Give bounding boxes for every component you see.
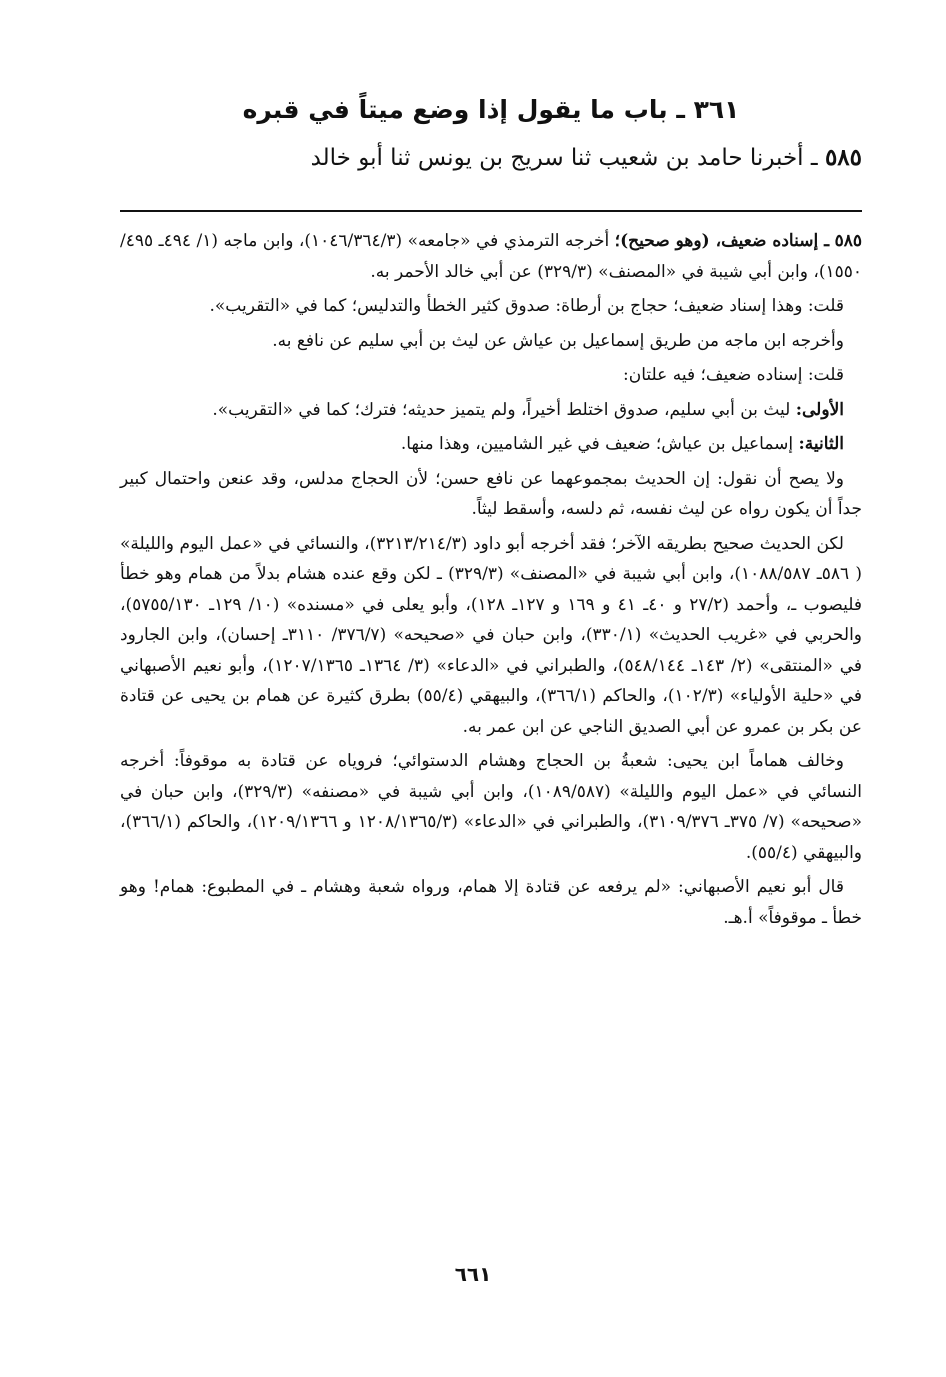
footnotes xyxy=(120,226,862,933)
footnote-paragraph-3: وأخرجه ابن ماجه من طريق إسماعيل بن عياش عن ليث بن أبي سليم عن نافع به. xyxy=(272,330,844,351)
hadith-number: ٥٨٥ xyxy=(824,144,862,171)
second-text: إسماعيل بن عياش؛ ضعيف في غير الشاميين، وهذا منها. xyxy=(400,434,794,454)
footnote-divider xyxy=(120,210,862,212)
footnote-text-1: أخرجه الترمذي في «جامعه» (١٠٤٦/٣٦٤/٣)، وابن ماجه (١/ ٤٩٤ـ ٤٩٥/ ١٥٥٠)، وابن أبي شيبة في «المصنف» (٣٢٩/٣) عن أبي خالد الأحمر به. xyxy=(120,231,862,282)
chapter-title: ٣٦١ ـ باب ما يقول إذا وضع ميتاً في قبره xyxy=(242,95,740,124)
page-number: ٦٦١ xyxy=(454,1262,492,1286)
footnote-paragraph-first xyxy=(120,395,862,426)
hadith-body: ـ أخبرنا حامد بن شعيب ثنا سريج بن يونس ثنا أبو خالد xyxy=(310,145,818,171)
first-label: الأولى: xyxy=(795,399,844,420)
footnote-paragraph-6: لكن الحديث صحيح بطريقه الآخر؛ فقد أخرجه أبو داود (٣٢١٣/٢١٤/٣)، والنسائي في «عمل اليوم والليلة» ( ٥٨٦ـ ١٠٨٨/٥٨٧)، وابن أبي شيبة في «المصنف» (٣٢٩/٣) ـ لكن وقع عنده هشام بدلاً من همام وهو خطأ فليصوب ـ، وأحمد (٢٧/٢ و ٤٠ـ ٤١ و ١٦٩ و ١٢٧ـ ١٢٨)، وأبو يعلى في «مسنده» (١٠/ ١٢٩ـ ٥٧٥٥/١٣٠)، والحربي في «غريب الحديث» (٣٣٠/١)، وابن حبان في «صحيحه» (٣٧٦/٧/ ٣١١٠ـ إحسان)، وابن الجارود في «المنتقى» (٢/ ١٤٣ـ ٥٤٨/١٤٤)، والطبراني في «الدعاء» (٣/ ١٣٦٤ـ ١٢٠٧/١٣٦٥)، وأبو نعيم الأصبهاني في «حلية الأولياء» (١٠٢/٣)، والحاكم (٣٦٦/١)، والبيهقي (٥٥/٤) بطرق كثيرة عن همام بن يحيى عن قتادة عن بكر بن عمرو عن أبي الصديق الناجي عن ابن عمر به. xyxy=(120,533,863,737)
footnote-number: ٥٨٥ xyxy=(834,231,863,251)
footnote-paragraph-5: ولا يصح أن نقول: إن الحديث بمجموعهما عن نافع حسن؛ لأن الحجاج مدلس، وقد عنعن واحتمال كبير جداً أن يكون رواه عن ليث نفسه، ثم دلسه، وأسقط ليثاً. xyxy=(120,468,862,519)
footnote-paragraph-second xyxy=(120,429,862,460)
footnote-lead: ـ إسناده ضعيف، (وهو صحيح)؛ xyxy=(614,231,830,251)
hadith-text xyxy=(120,140,862,176)
second-label: الثانية: xyxy=(798,434,844,454)
first-text: ليث بن أبي سليم، صدوق اختلط أخيراً، ولم يتميز حديثه؛ فترك؛ كما في «التقريب». xyxy=(212,399,791,420)
footnote-paragraph-2: قلت: وهذا إسناد ضعيف؛ حجاج بن أرطاة: صدوق كثير الخطأ والتدليس؛ كما في «التقريب». xyxy=(209,296,844,316)
footnote-paragraph-4: قلت: إسناده ضعيف؛ فيه علتان: xyxy=(623,365,844,385)
footnote-paragraph-8: قال أبو نعيم الأصبهاني: «لم يرفعه عن قتادة إلا همام، ورواه شعبة وهشام ـ في المطبوع: همام! وهو خطأ ـ موقوفاً» أ.هـ. xyxy=(120,877,862,928)
footnote-paragraph-1 xyxy=(120,226,862,287)
footnote-paragraph-7: وخالف هماماً ابن يحيى: شعبةُ بن الحجاج وهشام الدستوائي؛ فروياه عن قتادة به موقوفاً: أخرجه النسائي في «عمل اليوم والليلة» (١٠٨٩/٥٨٧)، وابن أبي شيبة في «مصنفه» (٣٢٩/٣)، وابن حبان في «صحيحه» (٧/ ٣٧٥ـ ٣١٠٩/٣٧٦)، والطبراني في «الدعاء» (١٢٠٨/١٣٦٥/٣ و ١٢٠٩/١٣٦٦)، والحاكم (٣٦٦/١)، والبيهقي (٥٥/٤). xyxy=(120,751,862,863)
page-body xyxy=(120,95,862,937)
